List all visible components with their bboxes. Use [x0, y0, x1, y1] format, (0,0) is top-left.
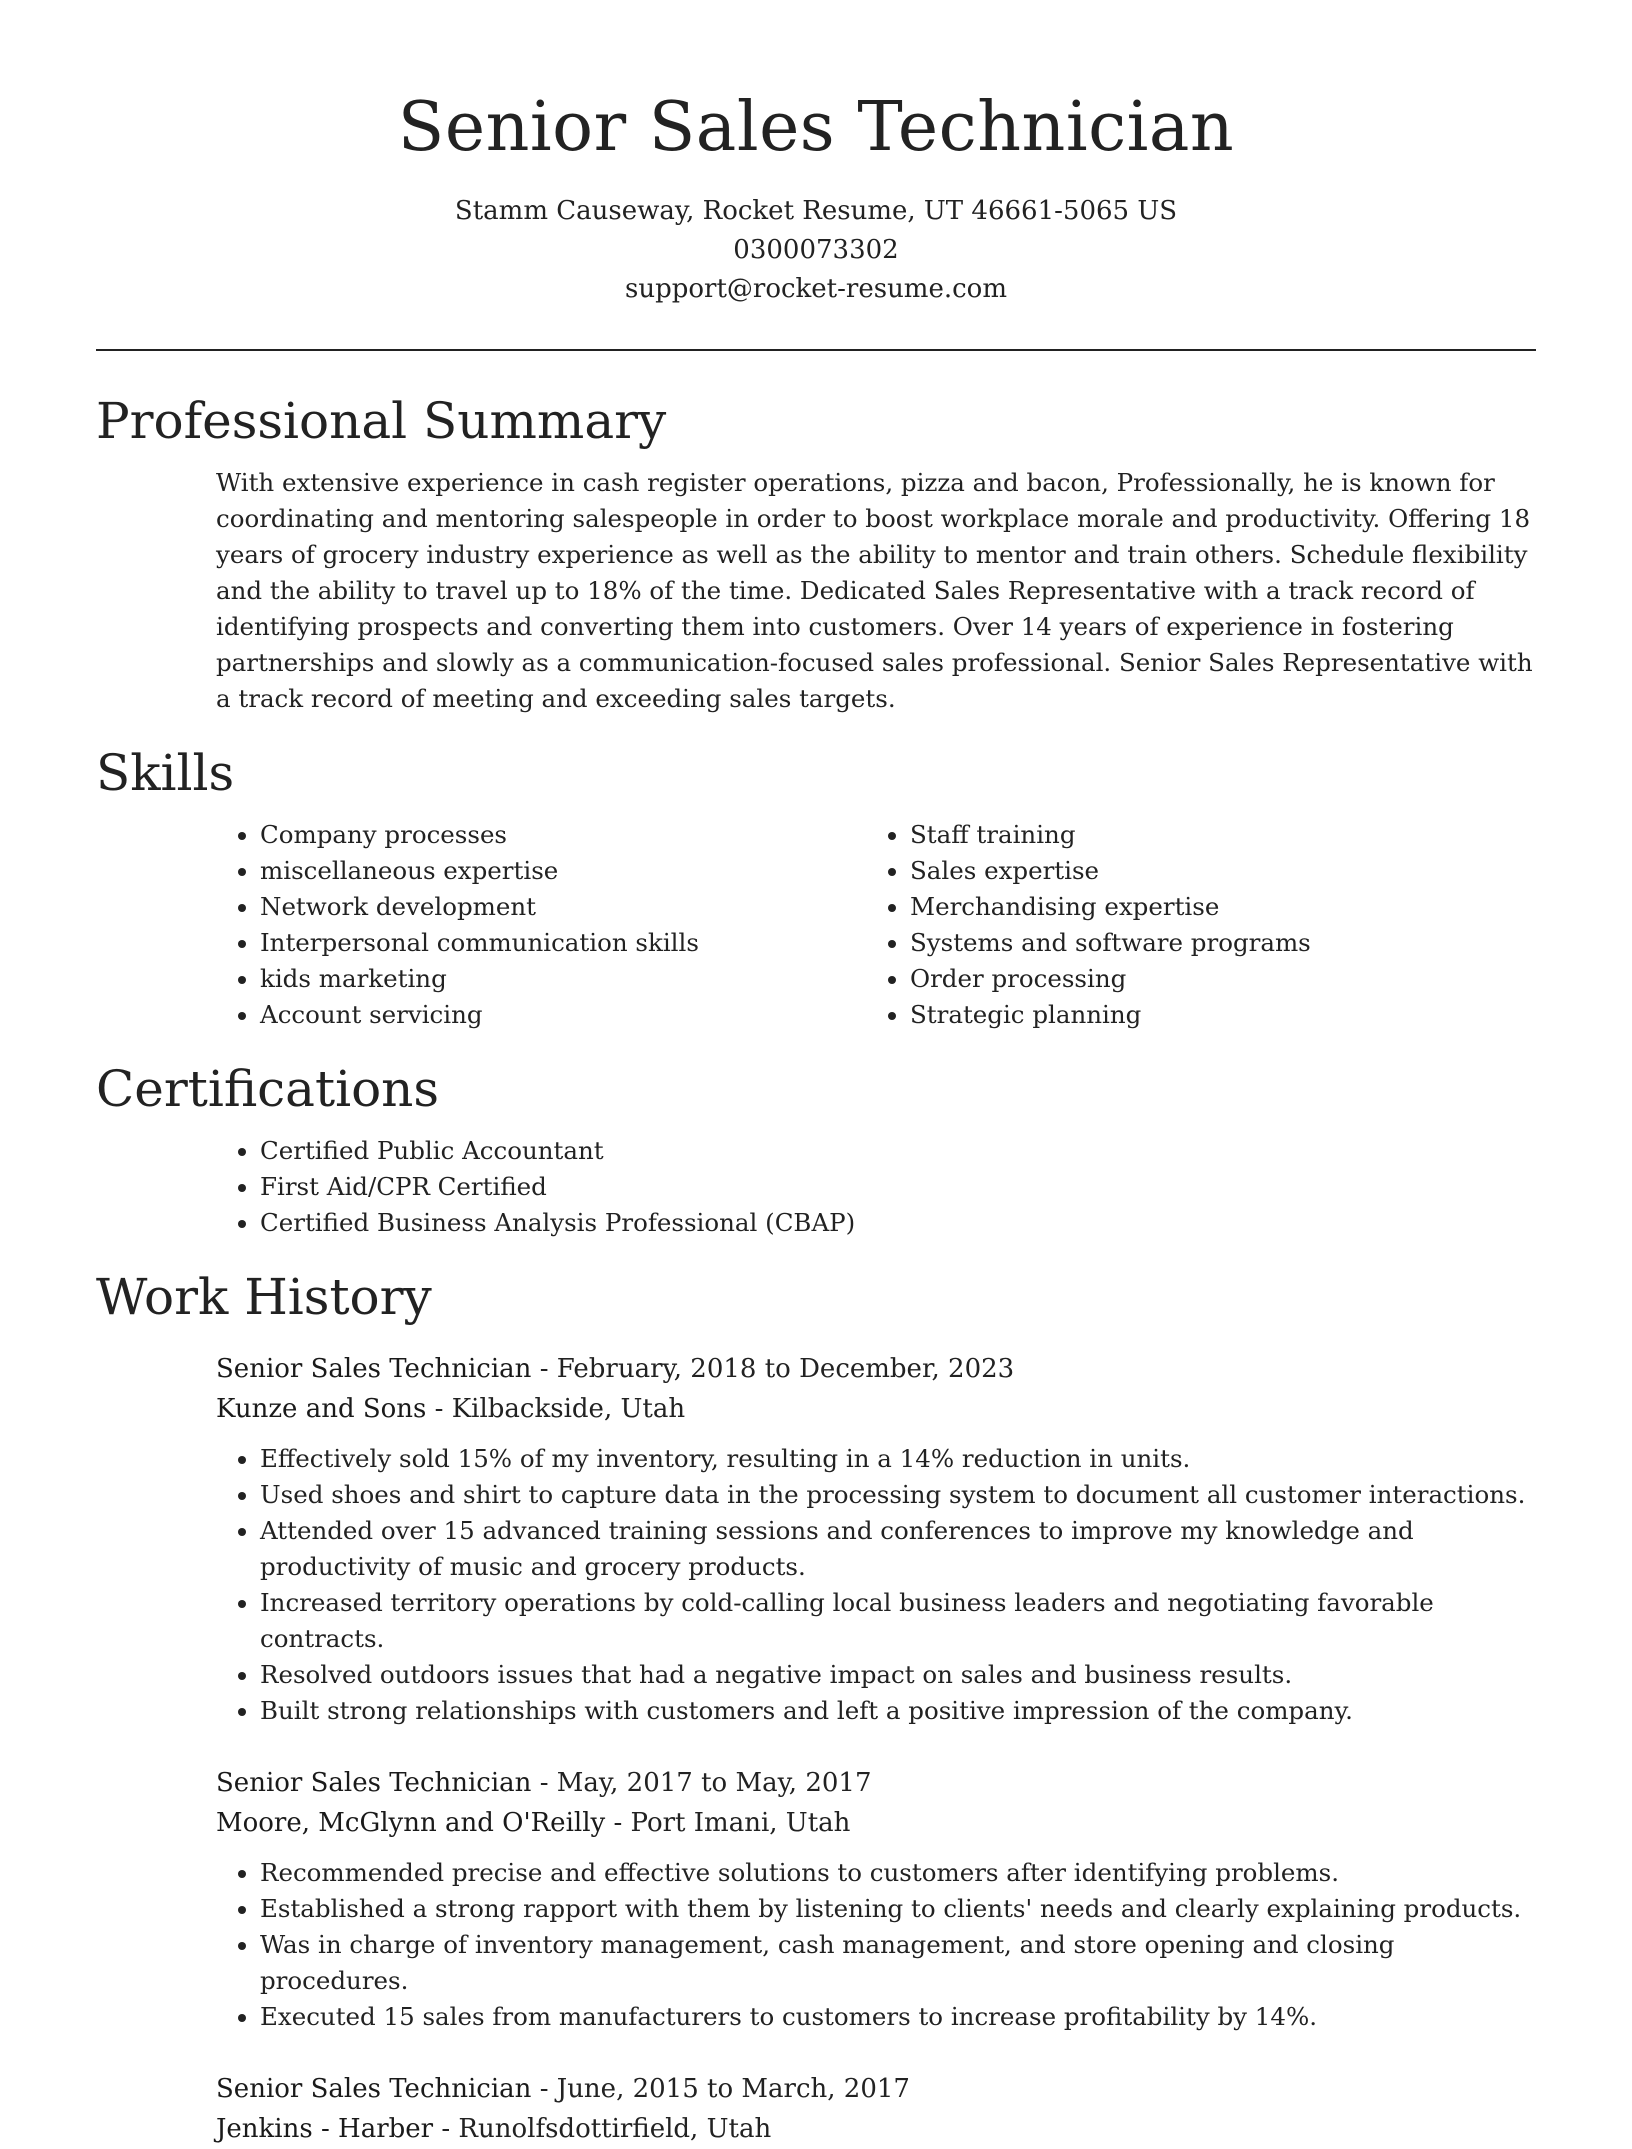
- job-title: Senior Sales Technician: [216, 1768, 532, 1798]
- skill-item: • Strategic planning: [910, 997, 1516, 1033]
- job-entry: [216, 2069, 1536, 2149]
- job-title-line: [216, 2069, 1536, 2109]
- job-title-line: [216, 1349, 1536, 1389]
- job-entry: [216, 1349, 1536, 1729]
- job-bullet: • Effectively sold 15% of my inventory, resulting in a 14% reduction in units.: [260, 1441, 1536, 1477]
- job-entry: [216, 1763, 1536, 2035]
- job-bullet: • Executed 15 sales from manufacturers to customers to increase profitability by 14%.: [260, 1999, 1536, 2035]
- job-dates: February, 2018 to December, 2023: [556, 1354, 1015, 1384]
- contact-phone: 0300073302: [733, 235, 899, 265]
- work-history-section: [96, 1265, 1536, 2149]
- skill-item: • Staff training: [910, 817, 1516, 853]
- job-location: Runolfsdottirfield, Utah: [458, 2114, 772, 2144]
- job-bullet: • Resolved outdoors issues that had a negative impact on sales and business results.: [260, 1657, 1536, 1693]
- job-bullet: • Recommended precise and effective solutions to customers after identifying problems.: [260, 1855, 1536, 1891]
- skills-heading: Skills: [96, 744, 235, 802]
- job-company-line: [216, 2109, 1536, 2149]
- job-title-line: [216, 1763, 1536, 1803]
- job-title: Senior Sales Technician: [216, 2074, 532, 2104]
- separator: -: [531, 1354, 557, 1384]
- resume-page: [96, 0, 1536, 2144]
- job-bullet: • Increased territory operations by cold-calling local business leaders and negotiating favorable contracts.: [260, 1585, 1536, 1657]
- professional-summary-section: [96, 389, 1536, 717]
- job-company: Moore, McGlynn and O'Reilly: [216, 1808, 606, 1838]
- summary-heading: Professional Summary: [96, 392, 667, 450]
- skills-grid: [96, 817, 1536, 1033]
- skills-section: [96, 741, 1536, 1033]
- certifications-section: [96, 1057, 1536, 1241]
- separator: -: [531, 2074, 557, 2104]
- skill-item: • Order processing: [910, 961, 1516, 997]
- job-bullet: • Used shoes and shirt to capture data in the processing system to document all customer interactions.: [260, 1477, 1536, 1513]
- summary-text: With extensive experience in cash register operations, pizza and bacon, Professionally, he is known for coordinating and mentoring salespeople in order to boost workplace morale and productivity. Offering 18 years of grocery industry experience as well as the ability to mentor and train others. Schedule flexibility and the ability to travel up to 18% of the time. Dedicated Sales Representative with a track record of identifying prospects and converting them into customers. Over 14 years of experience in fostering partnerships and slowly as a communication-focused sales professional. Senior Sales Representative with a track record of meeting and exceeding sales targets.: [216, 468, 1533, 713]
- contact-info: [96, 192, 1536, 309]
- job-bullet: • Attended over 15 advanced training sessions and conferences to improve my knowledge and productivity of music and grocery products.: [260, 1513, 1536, 1585]
- certifications-block: [96, 1133, 1536, 1241]
- certification-item: • Certified Business Analysis Professional (CBAP): [260, 1205, 1536, 1241]
- certification-item: • Certified Public Accountant: [260, 1133, 1536, 1169]
- job-bullet: • Was in charge of inventory management, cash management, and store opening and closing procedures.: [260, 1927, 1536, 1999]
- job-company-line: [216, 1803, 1536, 1843]
- separator: -: [426, 1394, 452, 1424]
- certifications-list: [216, 1133, 1536, 1241]
- header-divider: [96, 349, 1536, 351]
- separator: -: [433, 2114, 459, 2144]
- certifications-heading: Certifications: [96, 1060, 440, 1118]
- separator: -: [605, 1808, 631, 1838]
- skills-column-left: [216, 817, 866, 1033]
- jobs-container: [96, 1349, 1536, 2149]
- job-bullet: • Built strong relationships with customers and left a positive impression of the company.: [260, 1693, 1536, 1729]
- skills-column-right: [866, 817, 1516, 1033]
- work-history-heading: Work History: [96, 1268, 432, 1326]
- skill-item: • miscellaneous expertise: [260, 853, 866, 889]
- job-dates: June, 2015 to March, 2017: [556, 2074, 910, 2104]
- job-bullet-list: [216, 1441, 1536, 1729]
- skill-item: • Account servicing: [260, 997, 866, 1033]
- job-location: Kilbackside, Utah: [451, 1394, 686, 1424]
- job-company: Jenkins - Harber: [216, 2114, 434, 2144]
- job-bullet-list: [216, 1855, 1536, 2035]
- skills-list-right: [866, 817, 1516, 1033]
- skill-item: • Sales expertise: [910, 853, 1516, 889]
- job-company: Kunze and Sons: [216, 1394, 427, 1424]
- job-bullet: • Established a strong rapport with them by listening to clients' needs and clearly explaining products.: [260, 1891, 1536, 1927]
- skill-item: • Interpersonal communication skills: [260, 925, 866, 961]
- skill-item: • kids marketing: [260, 961, 866, 997]
- job-location: Port Imani, Utah: [630, 1808, 851, 1838]
- job-title: Senior Sales Technician: [216, 1354, 532, 1384]
- skill-item: • Merchandising expertise: [910, 889, 1516, 925]
- skills-list-left: [216, 817, 866, 1033]
- resume-header: [96, 0, 1536, 309]
- skill-item: • Network development: [260, 889, 866, 925]
- job-dates: May, 2017 to May, 2017: [556, 1768, 872, 1798]
- skill-item: • Company processes: [260, 817, 866, 853]
- contact-email: support@rocket-resume.com: [624, 274, 1007, 304]
- skill-item: • Systems and software programs: [910, 925, 1516, 961]
- separator: -: [531, 1768, 557, 1798]
- certification-item: • First Aid/CPR Certified: [260, 1169, 1536, 1205]
- job-company-line: [216, 1389, 1536, 1429]
- resume-title: Senior Sales Technician: [397, 88, 1235, 167]
- contact-address: Stamm Causeway, Rocket Resume, UT 46661-5065 US: [454, 196, 1178, 226]
